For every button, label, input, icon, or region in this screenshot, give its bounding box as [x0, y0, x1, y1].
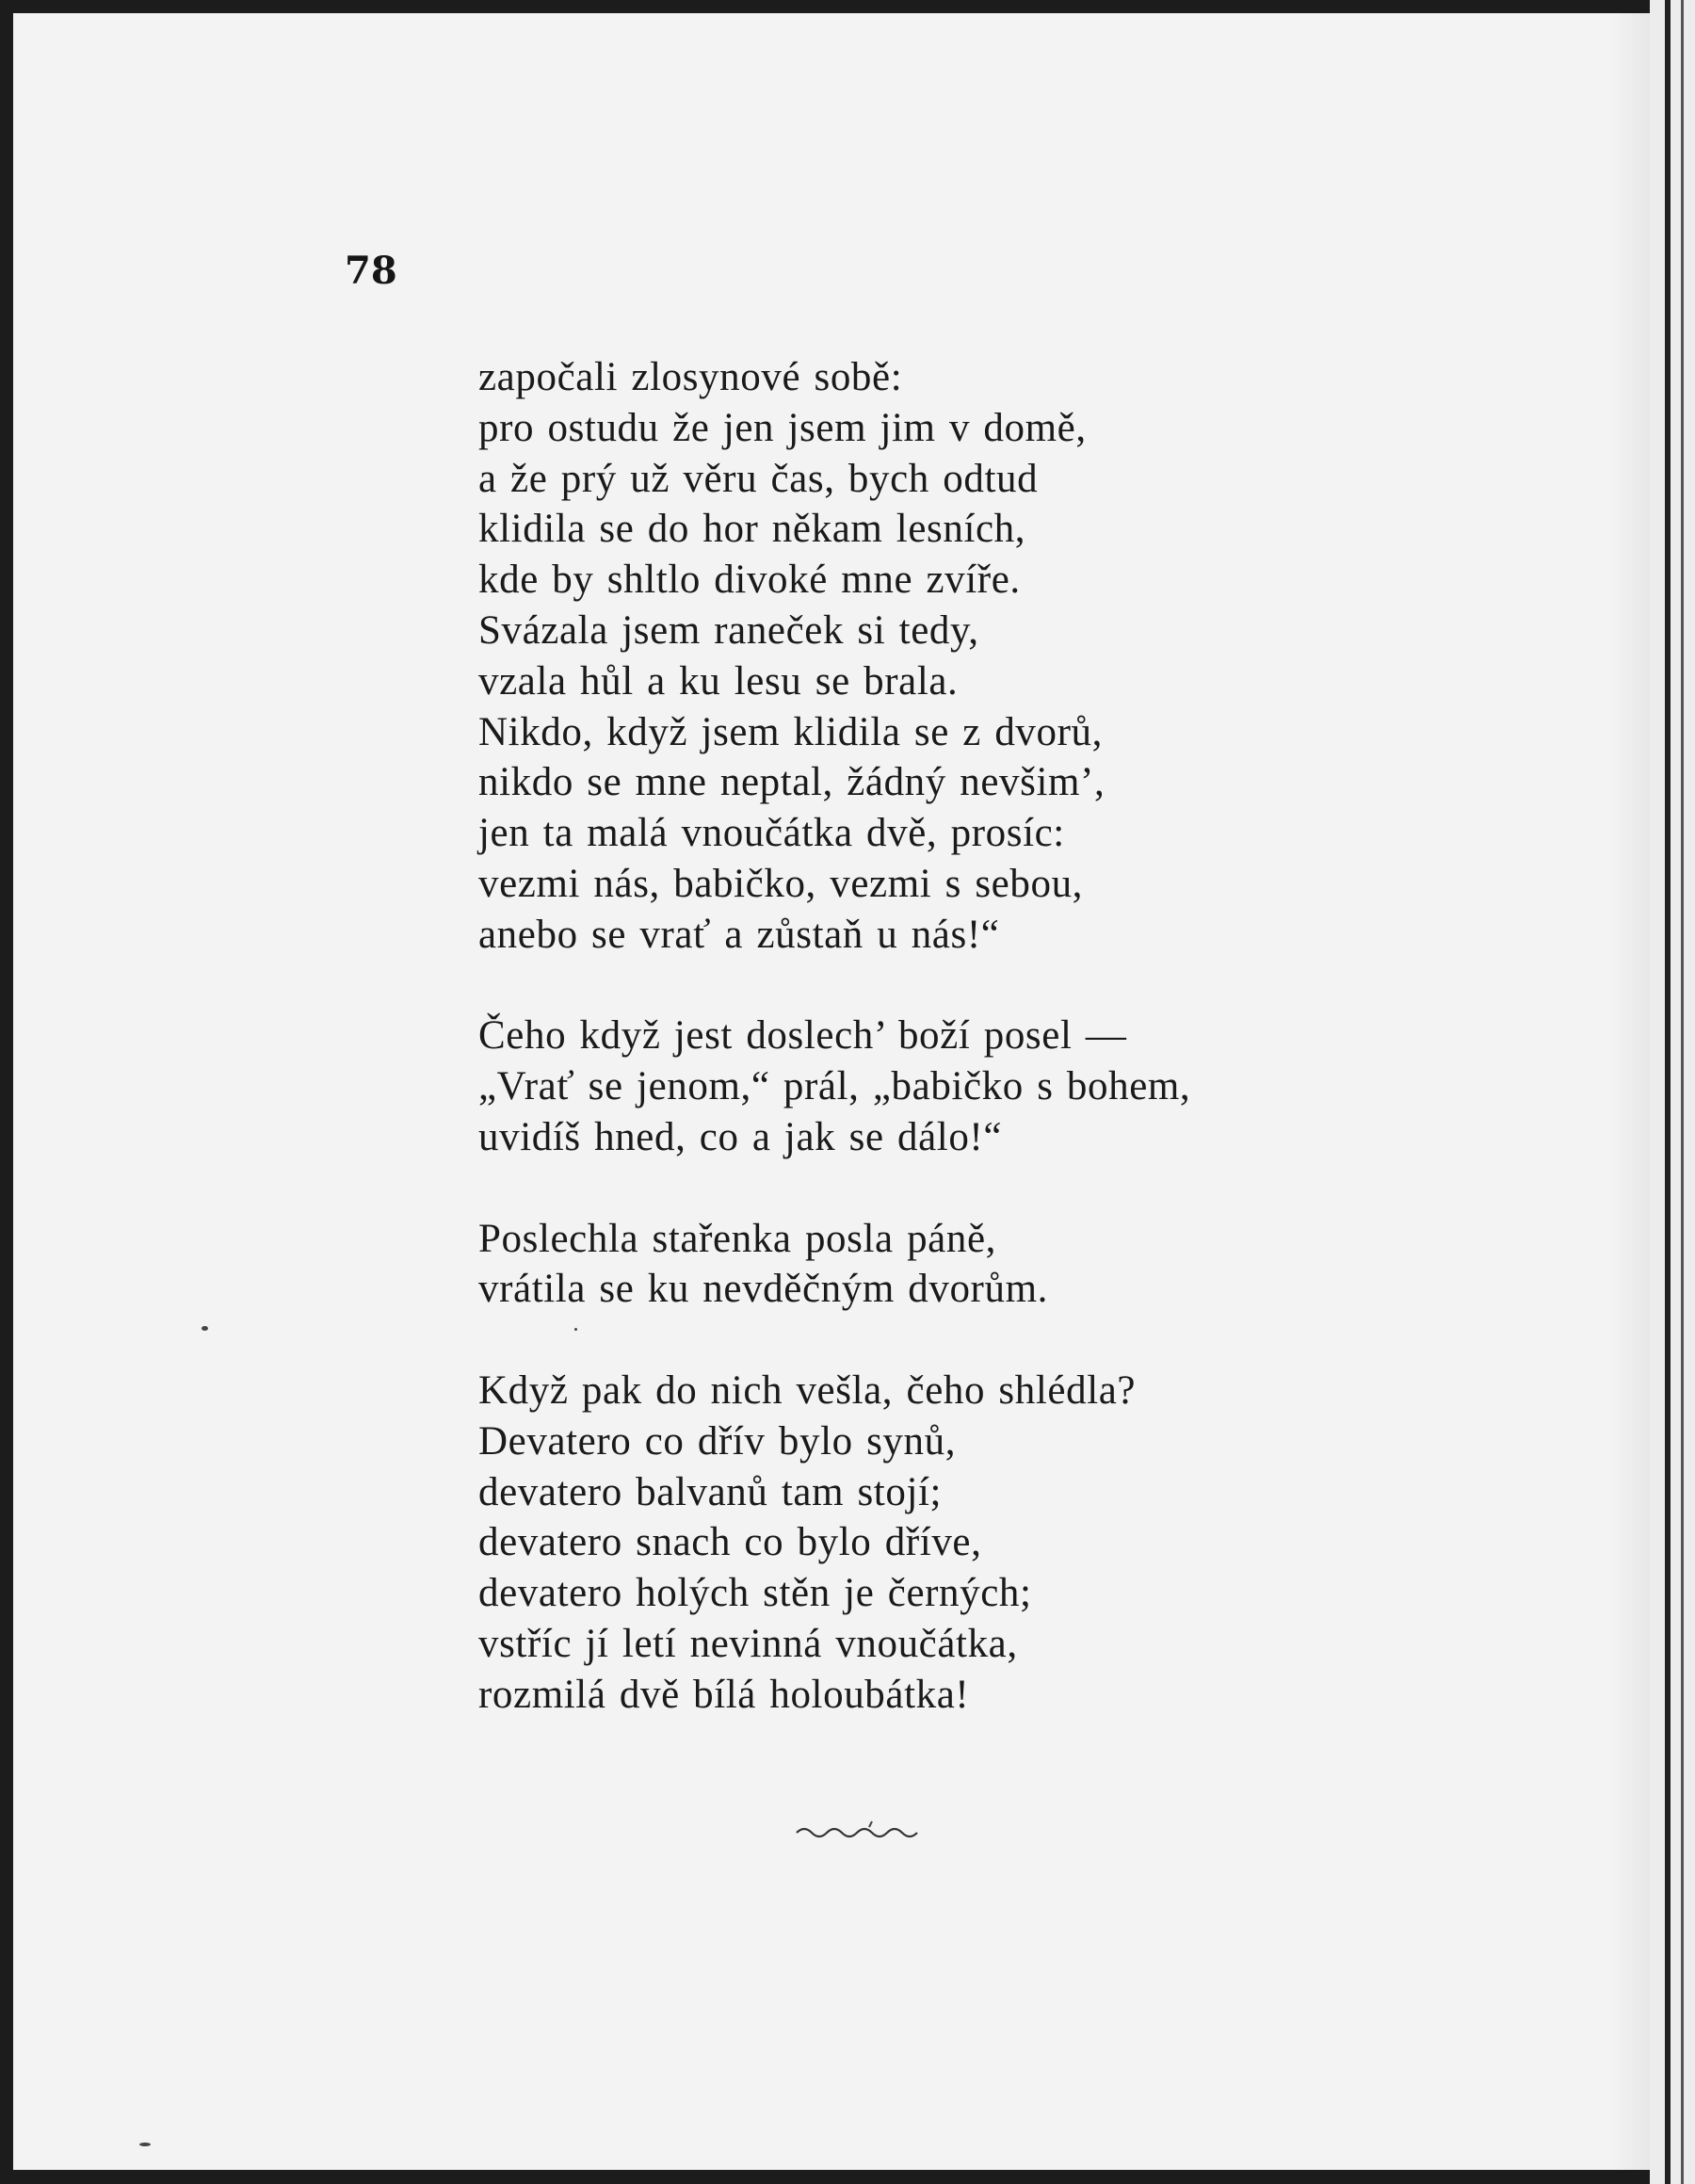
verse-line: uvidíš hned, co a jak se dálo!“	[478, 1114, 1003, 1159]
verse-line: pro ostudu že jen jsem jim v domě,	[478, 405, 1087, 450]
stanza	[478, 1214, 1420, 1316]
verse-line: započali zlosynové sobě:	[478, 355, 903, 399]
stanza	[478, 1366, 1420, 1721]
page-shading	[1612, 13, 1650, 2170]
verse-line: Když pak do nich vešla, čeho shlédla?	[478, 1367, 1137, 1413]
verse-line: Svázala jsem raneček si tedy,	[478, 607, 979, 653]
verse-line: klidila se do hor někam lesních,	[478, 507, 1026, 552]
verse-line: vstříc jí letí nevinná vnoučátka,	[478, 1621, 1018, 1666]
verse-line: a že prý už věru čas, bych odtud	[478, 456, 1039, 501]
verse-line: „Vrať se jenom,“ prál, „babičko s bohem,	[478, 1064, 1191, 1109]
verse-line: nikdo se mne neptal, žádný nevšim’,	[478, 760, 1106, 805]
speck	[139, 2143, 151, 2146]
verse-line: devatero holých stěn je černých;	[478, 1571, 1032, 1616]
speck	[574, 1328, 577, 1331]
book-page	[13, 13, 1650, 2170]
speck	[202, 1326, 208, 1331]
verse-line: vzala hůl a ku lesu se brala.	[478, 658, 959, 704]
verse-line: jen ta malá vnoučátka dvě, prosíc:	[478, 811, 1065, 856]
stanza	[478, 1011, 1420, 1162]
verse-line: Devatero co dřív bylo synů,	[478, 1418, 957, 1464]
adjacent-page-edge-line-thin	[1681, 0, 1684, 2184]
page-number: 78	[345, 249, 397, 293]
verse-line: Poslechla stařenka posla páně,	[478, 1216, 996, 1261]
verse-line: anebo se vrať a zůstaň u nás!“	[478, 912, 1000, 957]
verse-line: Čeho když jest doslech’ boží posel —	[478, 1013, 1127, 1059]
poem-text	[478, 352, 1420, 1721]
verse-line: kde by shltlo divoké mne zvíře.	[478, 558, 1021, 603]
wavy-rule-ornament	[793, 1820, 921, 1842]
verse-line: rozmilá dvě bílá holoubátka!	[478, 1672, 970, 1717]
adjacent-page-edge	[1650, 0, 1695, 2184]
verse-line: vezmi nás, babičko, vezmi s sebou,	[478, 861, 1084, 906]
verse-line: devatero balvanů tam stojí;	[478, 1469, 943, 1514]
stanza	[478, 352, 1420, 961]
verse-line: devatero snach co bylo dříve,	[478, 1520, 982, 1565]
verse-line: Nikdo, když jsem klidila se z dvorů,	[478, 709, 1103, 754]
verse-line: vrátila se ku nevděčným dvorům.	[478, 1267, 1048, 1312]
adjacent-page-edge-line	[1665, 0, 1671, 2184]
